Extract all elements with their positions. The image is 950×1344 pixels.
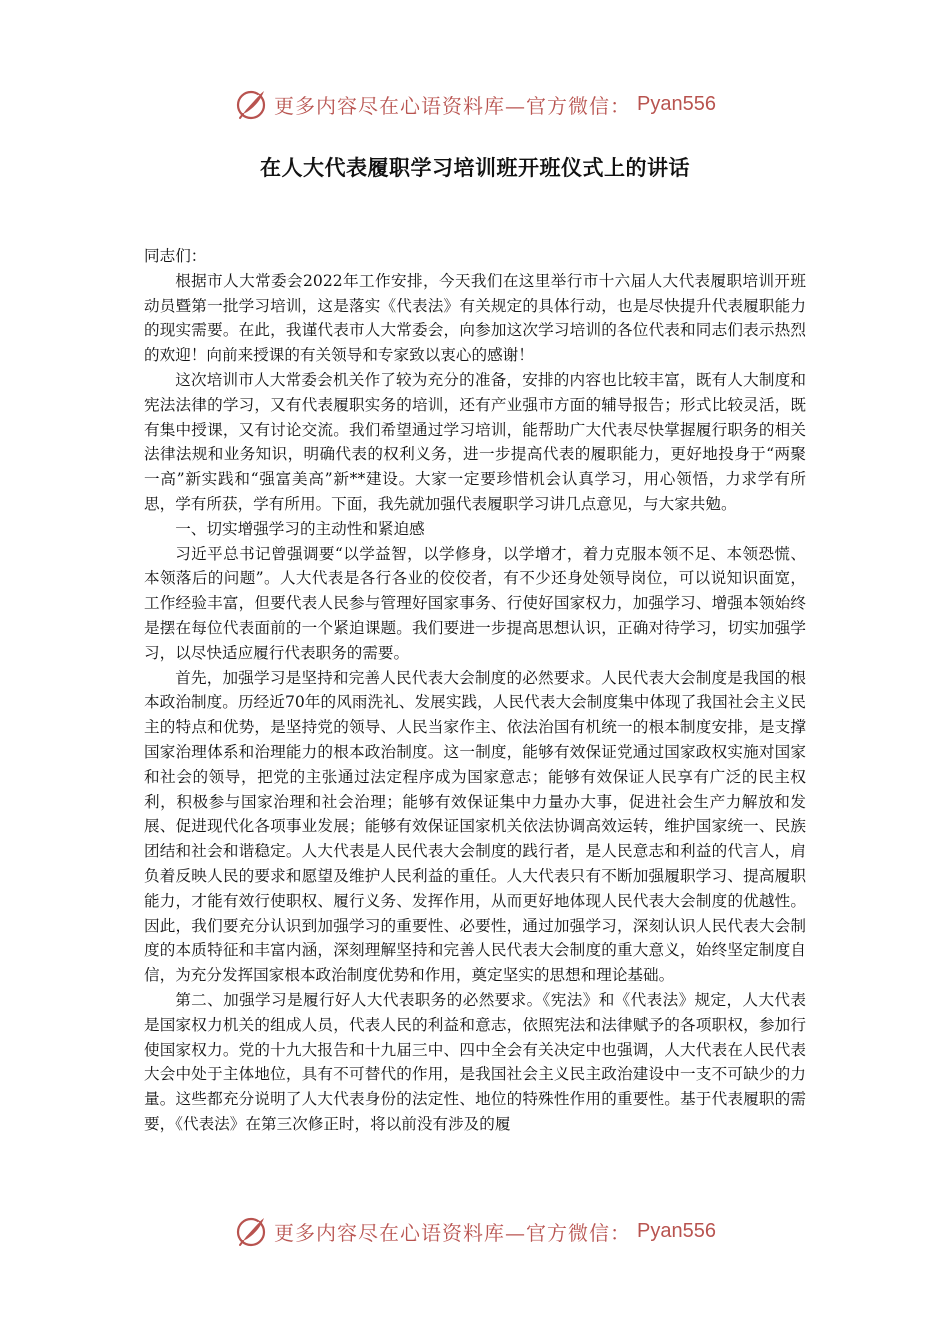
- document-title: 在人大代表履职学习培训班开班仪式上的讲话: [260, 156, 690, 180]
- footer-banner-wechat-id: Pyan556: [637, 1219, 716, 1242]
- header-banner-text: 更多内容尽在心语资料库—官方微信：: [274, 93, 632, 118]
- header-banner: [0, 82, 950, 126]
- footer-banner-text: 更多内容尽在心语资料库—官方微信：: [274, 1220, 632, 1245]
- salutation: 同志们：: [144, 247, 207, 265]
- section-heading-1: 一、切实增强学习的主动性和紧迫感: [175, 519, 425, 538]
- paragraph-first-point: 首先，加强学习是坚持和完善人民代表大会制度的必然要求。人民代表大会制度是我国的根本政治制度。历经近70年的风雨洗礼、发展实践，人民代表大会制度集中体现了我国社会主义民主的特点和优势，是坚持党的领导、人民当家作主、依法治国有机统一的根本制度安排，是支撑国家治理体系和治理能力的根本政治制度。这一制度，能够有效保证党通过国家政权实施对国家和社会的领导，把党的主张通过法定程序成为国家意志；能够有效保证人民享有广泛的民主权利，积极参与国家治理和社会治理；能够有效保证集中力量办大事，促进社会生产力解放和发展、促进现代化各项事业发展；能够有效保证国家机关依法协调高效运转，维护国家统一、民族团结和社会和谐稳定。人大代表是人民代表大会制度的践行者，是人民意志和利益的代言人，肩负着反映人民的要求和愿望及维护人民利益的重任。人大代表只有不断加强履职学习、提高履职能力，才能有效行使职权、履行义务、发挥作用，从而更好地体现人民代表大会制度的优越性。因此，我们要充分认识到加强学习的重要性、必要性，通过加强学习，深刻认识人民代表大会制度的本质特征和丰富内涵，深刻理解坚持和完善人民代表大会制度的重大意义，始终坚定制度自信，为充分发挥国家根本政治制度优势和作用，奠定坚实的思想和理论基础。: [144, 668, 806, 985]
- header-banner-wechat-id: Pyan556: [637, 92, 716, 115]
- paragraph-xi-quote: 习近平总书记曾强调要“以学益智，以学修身，以学增才，着力克服本领不足、本领恐慌、本领落后的问题”。人大代表是各行各业的佼佼者，有不少还身处领导岗位，可以说知识面宽，工作经验丰富，但要代表人民参与管理好国家事务、行使好国家权力，加强学习、增强本领始终是摆在每位代表面前的一个紧迫课题。我们要进一步提高思想认识，正确对待学习，切实加强学习，以尽快适应履行代表职务的需要。: [144, 544, 806, 662]
- footer-banner: [0, 1209, 950, 1253]
- feather-pen-logo-icon: [234, 87, 268, 121]
- paragraph-second-point: 第二、加强学习是履行好人大代表职务的必然要求。《宪法》和《代表法》规定，人大代表是国家权力机关的组成人员，代表人民的利益和意志，依照宪法和法律赋予的各项职权，参加行使国家权力。党的十九大报告和十九届三中、四中全会有关决定中也强调，人大代表在人民代表大会中处于主体地位，具有不可替代的作用，是我国社会主义民主政治建设中一支不可缺少的力量。这些都充分说明了人大代表身份的法定性、地位的特殊性作用的重要性。基于代表履职的需要，《代表法》在第三次修正时，将以前没有涉及的履: [144, 990, 806, 1133]
- document-body: [144, 244, 806, 1137]
- feather-pen-logo-icon: [234, 1214, 268, 1248]
- paragraph-training-arrangement: 这次培训市人大常委会机关作了较为充分的准备，安排的内容也比较丰富，既有人大制度和宪法法律的学习，又有代表履职实务的培训，还有产业强市方面的辅导报告；形式比较灵活，既有集中授课，又有讨论交流。我们希望通过学习培训，能帮助广大代表尽快掌握履行职务的相关法律法规和业务知识，明确代表的权利义务，进一步提高代表的履职能力，更好地投身于“两聚一高”新实践和“强富美高”新**建设。大家一定要珍惜机会认真学习，用心领悟，力求学有所思，学有所获，学有所用。下面，我先就加强代表履职学习讲几点意见，与大家共勉。: [144, 370, 806, 513]
- paragraph-intro: 根据市人大常委会2022年工作安排，今天我们在这里举行市十六届人大代表履职培训开班动员暨第一批学习培训，这是落实《代表法》有关规定的具体行动，也是尽快提升代表履职能力的现实需要。在此，我谨代表市人大常委会，向参加这次学习培训的各位代表和同志们表示热烈的欢迎！向前来授课的有关领导和专家致以衷心的感谢！: [144, 271, 806, 365]
